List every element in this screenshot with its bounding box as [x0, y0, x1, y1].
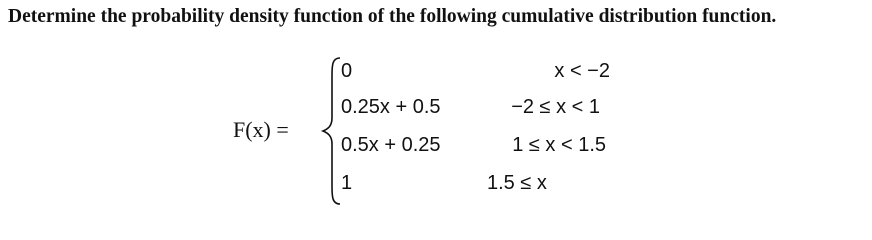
case-expression-0: 0 — [341, 60, 353, 82]
case-expression-3: 1 — [341, 172, 353, 194]
case-expression-2: 0.5x + 0.25 — [341, 134, 441, 156]
case-condition-3: 1.5 ≤ x — [487, 172, 547, 194]
case-condition-0: x < −2 — [554, 60, 610, 82]
case-condition-1: −2 ≤ x < 1 — [511, 96, 600, 118]
question-text: Determine the probability density function of the following cumulative distribution function. — [8, 6, 777, 27]
function-label: F(x) = — [233, 117, 289, 142]
case-expression-1: 0.25x + 0.5 — [341, 96, 441, 118]
case-condition-2: 1 ≤ x < 1.5 — [512, 134, 606, 156]
